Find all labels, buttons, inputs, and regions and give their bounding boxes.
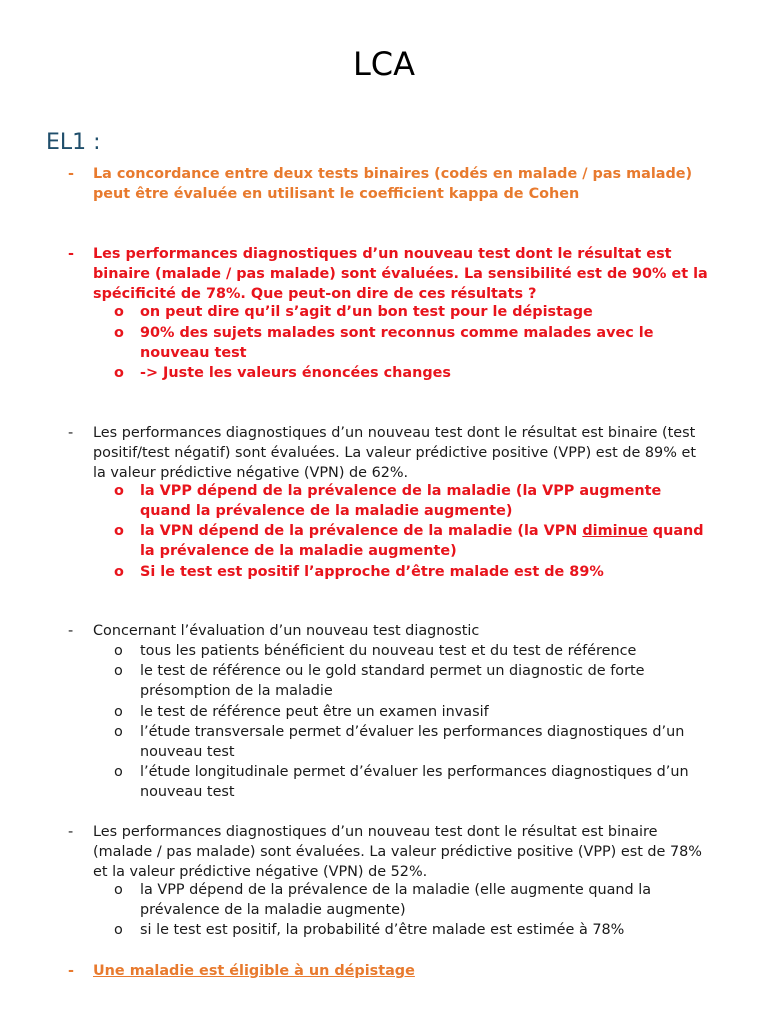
answer-text: l’étude transversale permet d’évaluer les performances diagnostiques d’un nouveau test [140, 724, 685, 760]
answer-text: le test de référence ou le gold standard permet un diagnostic de forte présomption de la maladie [140, 663, 645, 699]
answer-text: l’étude longitudinale permet d’évaluer les performances diagnostiques d’un nouveau test [140, 764, 689, 800]
underlined-word: diminue [582, 523, 648, 539]
answer-text: si le test est positif, la probabilité d’être malade est estimée à 78% [140, 922, 625, 938]
dash-marker: - [68, 246, 74, 262]
question-3-text: Les performances diagnostiques d’un nouveau test dont le résultat est binaire (test positif/test négatif) sont évaluées. La valeur prédictive positive (VPP) est de 89% et la valeur prédictive négative (VPN) de 62%. [93, 425, 696, 481]
bullet-marker: o [114, 704, 123, 720]
answer-text: le test de référence peut être un examen invasif [140, 704, 489, 720]
dash-marker: - [68, 824, 74, 840]
answer-text: Si le test est positif l’approche d’être malade est de 89% [140, 564, 604, 580]
answer-text: la VPP dépend de la prévalence de la maladie (la VPP augmente quand la prévalence de la maladie augmente) [140, 483, 662, 519]
question-5-text: Les performances diagnostiques d’un nouveau test dont le résultat est binaire (malade / pas malade) sont évaluées. La valeur prédictive positive (VPP) est de 78% et la valeur prédictive négative (VPN) de 52%. [93, 824, 702, 880]
bullet-marker: o [114, 564, 124, 580]
dash-marker: - [68, 623, 74, 639]
question-6-text: Une maladie est éligible à un dépistage [93, 963, 415, 979]
answer-text: on peut dire qu’il s’agit d’un bon test pour le dépistage [140, 304, 593, 320]
dash-marker: - [68, 963, 74, 979]
dash-marker: - [68, 425, 74, 441]
bullet-marker: o [114, 325, 124, 341]
bullet-marker: o [114, 643, 123, 659]
bullet-marker: o [114, 304, 124, 320]
question-1-text: La concordance entre deux tests binaires (codés en malade / pas malade) peut être évaluée en utilisant le coefficient kappa de Cohen [93, 166, 693, 202]
answer-text: la VPP dépend de la prévalence de la maladie (elle augmente quand la prévalence de la maladie augmente) [140, 882, 652, 918]
bullet-marker: o [114, 922, 123, 938]
answer-text: tous les patients bénéficient du nouveau test et du test de référence [140, 643, 637, 659]
question-4-text: Concernant l’évaluation d’un nouveau test diagnostic [93, 623, 480, 639]
bullet-marker: o [114, 523, 124, 539]
bullet-marker: o [114, 882, 123, 898]
section-heading: EL1 : [46, 130, 101, 155]
dash-marker: - [68, 166, 74, 182]
bullet-marker: o [114, 764, 123, 780]
question-2-text: Les performances diagnostiques d’un nouveau test dont le résultat est binaire (malade / pas malade) sont évaluées. La sensibilité est de 90% et la spécificité de 78%. Que peut-on dire de ces résultats ? [93, 246, 708, 302]
answer-text-part: quand la prévalence de la maladie augmente) [140, 523, 704, 559]
answer-text: -> Juste les valeurs énoncées changes [140, 365, 451, 381]
bullet-marker: o [114, 663, 123, 679]
bullet-marker: o [114, 724, 123, 740]
answer-text [140, 521, 710, 561]
bullet-marker: o [114, 365, 124, 381]
answer-text: 90% des sujets malades sont reconnus comme malades avec le nouveau test [140, 325, 654, 361]
page-title: LCA [352, 45, 416, 83]
answer-text-part: la VPN dépend de la prévalence de la maladie (la VPN [140, 523, 583, 539]
bullet-marker: o [114, 483, 124, 499]
